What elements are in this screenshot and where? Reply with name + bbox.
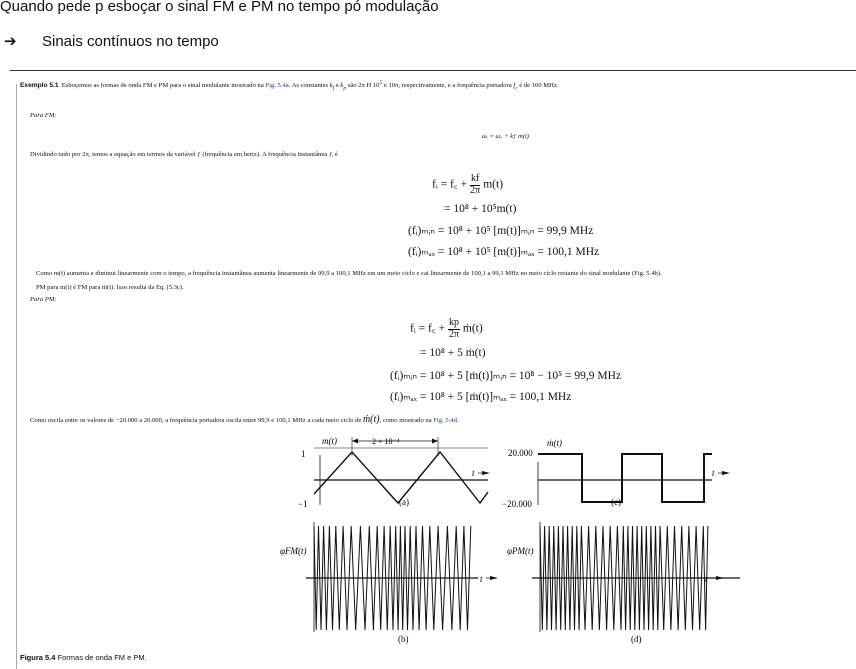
panel-b-caption: (b) bbox=[398, 634, 409, 644]
panel-c-y-top: 20.000 bbox=[508, 448, 533, 458]
panel-a-y-bottom: −1 bbox=[298, 499, 308, 509]
fm-eq-1: fᵢ = f꜀ + $\frac{kf}{2\pi}$ m(t) bbox=[432, 173, 504, 196]
pm-paragraph: Como oscila entre os valores de −20.000 a 20.000, a frequência portadora oscila entre 99,9 e 100,1 MHz a cada meio ciclo de ṁ(t), como mostrado na Fig. 5.4d. bbox=[30, 414, 459, 425]
pm-eq-2: = 10⁸ + 5 ṁ(t) bbox=[420, 347, 486, 359]
panel-d-caption: (d) bbox=[631, 634, 642, 644]
panel-c-t-label: t bbox=[712, 468, 715, 478]
panel-a-period-label: 2 × 10⁻⁴ bbox=[372, 437, 400, 446]
fm-eq-3: (fᵢ)ₘᵢₙ = 10⁸ + 10⁵ [m(t)]ₘᵢₙ = 99,9 MHz bbox=[408, 225, 594, 237]
panel-c-signal-label: ṁ(t) bbox=[547, 438, 562, 448]
fm-paragraph-1: Como m(t) aumenta e diminui linearmente com o tempo, a frequência instantânea aumenta linearmente de 99,9 a 100,1 MHz em um meio ciclo e cai linearmente de 100,1 a 99,1 MHz no meio ciclo restante do sinal modulante (Fig. 5.4b). bbox=[36, 270, 662, 277]
arrow-icon bbox=[432, 439, 438, 444]
panel-a-triangle-wave bbox=[298, 436, 490, 509]
intro-text: . As constantes bbox=[288, 82, 330, 90]
figure-caption-label: Figura 5.4 bbox=[20, 653, 56, 662]
panel-c-caption: (c) bbox=[611, 497, 621, 507]
intro-text: são 2π H 10 bbox=[346, 82, 380, 90]
panel-c-waveform bbox=[538, 454, 712, 502]
arrow-icon: ➔ bbox=[4, 33, 17, 50]
example-intro: Exemplo 5.1 Esboçemos as formas de onda FM e PM para o sinal modulante mostrado na Fig. 5.4a. As constantes $k_f$ e $k_p$ são 2π H $10^5$ e 10π, respectivamente, e a frequência portadora $f_c$ é de 100 MHz. bbox=[20, 80, 559, 92]
panel-b-t-label: t bbox=[480, 574, 483, 584]
pm-eq-4: (fᵢ)ₘₐₓ = 10⁸ + 5 [ṁ(t)]ₘₐₓ = 100,1 MHz bbox=[390, 391, 572, 403]
panel-a-caption: (a) bbox=[399, 497, 409, 507]
fm-intro-text: Dividindo tudo por 2π, temos a equação em termos da variável ƒ (frequência em hertz). A frequência instantânea ƒᵢ é bbox=[30, 151, 338, 158]
panel-b-fm-wave bbox=[280, 522, 498, 644]
fm-eq-2: = 10⁸ + 10⁵m(t) bbox=[444, 203, 517, 215]
arrow-icon bbox=[352, 439, 358, 444]
panel-a-t-label: t bbox=[472, 468, 475, 478]
arrow-icon bbox=[716, 576, 724, 580]
intro-text: Esboçemos as formas de onda FM e PM para o sinal modulante mostrado na bbox=[61, 82, 266, 90]
example-label: Exemplo 5.1 bbox=[20, 82, 59, 90]
panel-a-signal-label: m(t) bbox=[322, 436, 337, 446]
panel-a-waveform bbox=[314, 452, 488, 503]
fm-section-title: Para FM: bbox=[30, 112, 57, 119]
bullet-text: Sinais contínuos no tempo bbox=[42, 33, 219, 50]
panel-d-pm-wave bbox=[507, 522, 740, 644]
page-heading: Quando pede p esboçar o sinal FM e PM no tempo pó modulação bbox=[0, 0, 439, 15]
intro-text: e 10π, respectivamente, e a frequência portadora bbox=[382, 82, 514, 90]
fm-paragraph-2: PM para m(t) é FM para ṁ(t). Isso resulta da Eq. (5.3c). bbox=[36, 284, 184, 291]
panel-a-y-top: 1 bbox=[301, 449, 306, 459]
fig-link-5-4d[interactable]: Fig. 5.4d bbox=[433, 417, 457, 424]
figure-caption-text: Formas de onda FM e PM. bbox=[57, 653, 147, 662]
arrow-icon bbox=[490, 576, 498, 580]
intro-text: é de 100 MHz. bbox=[517, 82, 559, 90]
panel-d-t-label: t bbox=[705, 574, 708, 584]
panel-c-square-wave bbox=[502, 438, 730, 509]
pm-eq-1: fᵢ = f꜀ + $\frac{kp}{2\pi}$ ṁ(t) bbox=[410, 317, 483, 340]
fm-omega-equation: ωᵢ = ω꜀ + kƒ m(t) bbox=[482, 133, 529, 140]
arrow-icon bbox=[722, 471, 730, 475]
panel-c-y-bottom: −20.000 bbox=[502, 499, 532, 509]
pm-section-title: Para PM: bbox=[30, 296, 57, 303]
fig-link-5-4a[interactable]: Fig. 5.4a bbox=[265, 82, 289, 90]
panel-b-signal-label: φFM(t) bbox=[280, 546, 307, 556]
pm-eq-3: (fᵢ)ₘᵢₙ = 10⁸ + 5 [ṁ(t)]ₘᵢₙ = 10⁸ − 10⁵ = 99,9 MHz bbox=[390, 370, 622, 382]
panel-d-signal-label: φPM(t) bbox=[507, 546, 534, 556]
fm-eq-4: (fᵢ)ₘₐₓ = 10⁸ + 10⁵ [m(t)]ₘₐₓ = 100,1 MHz bbox=[408, 246, 600, 258]
figure-caption bbox=[20, 653, 147, 662]
